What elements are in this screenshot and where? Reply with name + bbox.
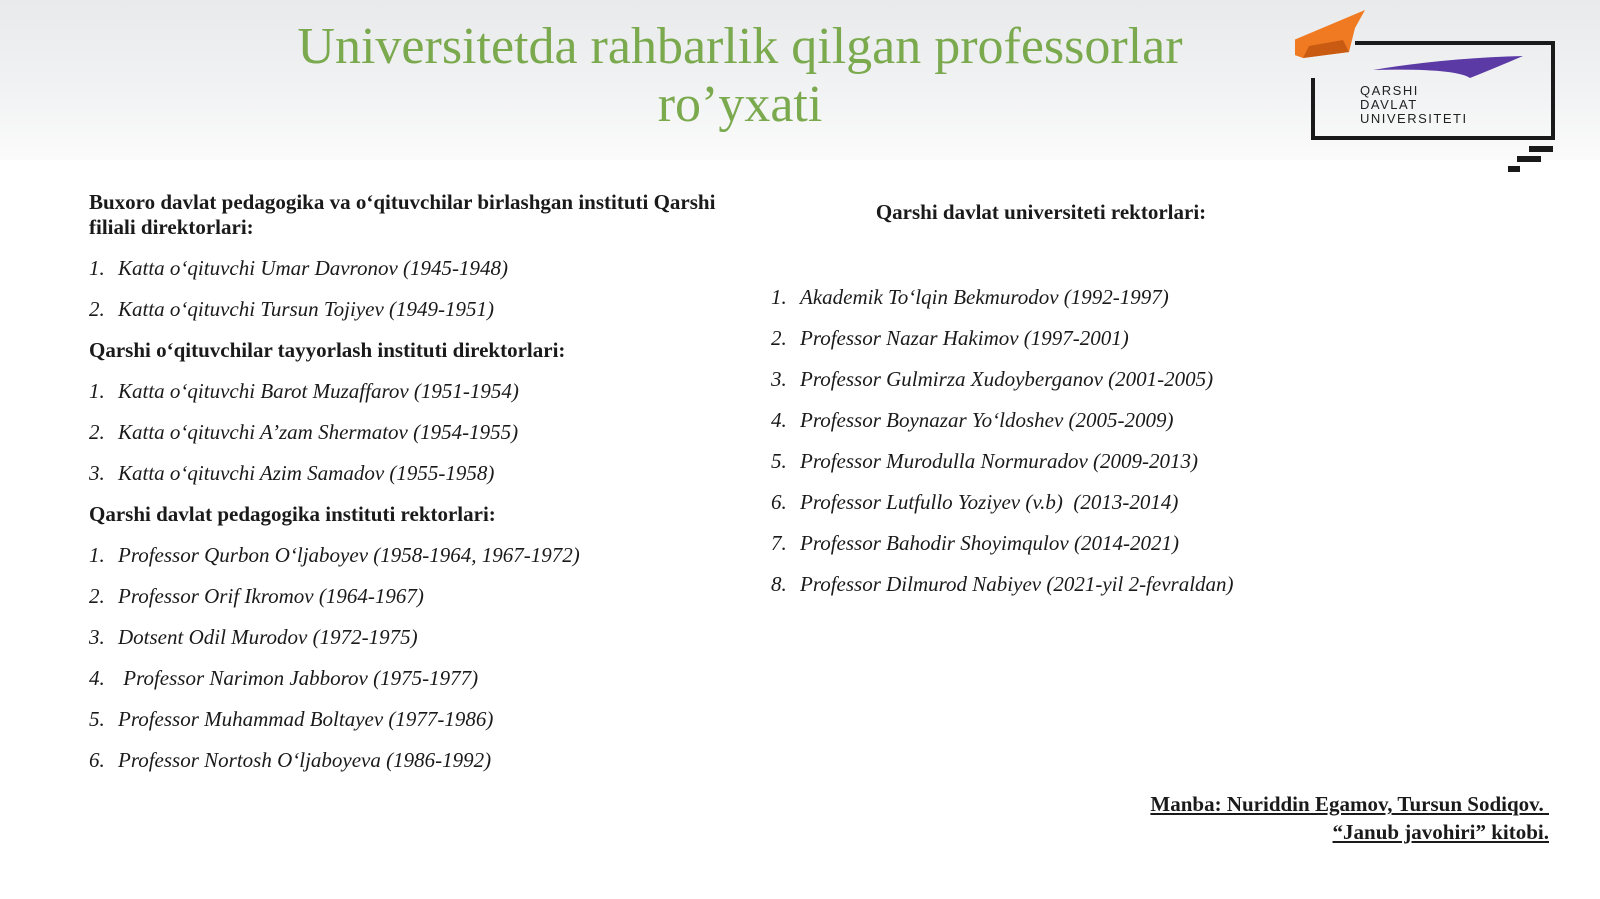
list-item-number: 7.: [771, 531, 787, 555]
section-heading-tayyorlash: Qarshi o‘qituvchilar tayyorlash instituti direktorlari:: [89, 338, 566, 362]
list-item-number: 3.: [89, 625, 105, 649]
list-item-text: Akademik To‘lqin Bekmurodov (1992-1997): [800, 285, 1169, 309]
list-item-number: 2.: [771, 326, 787, 350]
list-item-number: 4.: [771, 408, 787, 432]
list-item: [771, 408, 1391, 433]
list-item-text: Professor Gulmirza Xudoyberganov (2001-2005): [800, 367, 1214, 391]
list-item-text: Professor Nazar Hakimov (1997-2001): [800, 326, 1129, 350]
source-line1: Manba: Nuriddin Egamov, Tursun Sodiqov.: [1150, 792, 1549, 816]
section-heading-rektorlar: Qarshi davlat universiteti rektorlari:: [875, 200, 1207, 224]
list-item-text: Katta o‘qituvchi Barot Muzaffarov (1951-1954): [118, 379, 519, 403]
list-item-text: Dotsent Odil Murodov (1972-1975): [118, 625, 418, 649]
left-column: [89, 190, 739, 773]
list-item: [89, 461, 739, 486]
list-item-number: 1.: [89, 543, 105, 567]
list-item-text: Professor Boynazar Yo‘ldoshev (2005-2009): [800, 408, 1174, 432]
list-item-text: Professor Qurbon O‘ljaboyev (1958-1964, 1967-1972): [118, 543, 580, 567]
university-logo: [1295, 8, 1595, 180]
page-title-line1: Universitetda rahbarlik qilgan professorlar: [297, 18, 1183, 75]
list-item: [89, 297, 739, 322]
list-item-text: Professor Bahodir Shoyimqulov (2014-2021): [800, 531, 1179, 555]
list-item: [89, 707, 739, 732]
list-item: [771, 326, 1391, 351]
logo-text-line3: UNIVERSITETI: [1360, 111, 1468, 126]
list-item-number: 5.: [771, 449, 787, 473]
list-item-text: Professor Muhammad Boltayev (1977-1986): [118, 707, 494, 731]
list-item-text: Professor Orif Ikromov (1964-1967): [118, 584, 424, 608]
list-item-number: 6.: [89, 748, 105, 772]
list-item-text: Professor Dilmurod Nabiyev (2021-yil 2-fevraldan): [800, 572, 1234, 596]
list-rektorlar: [771, 285, 1391, 597]
logo-text-line1: QARSHI: [1360, 83, 1419, 98]
list-tayyorlash: [89, 379, 739, 486]
page-title-line2: ro’yxati: [657, 76, 823, 133]
logo-text-line2: DAVLAT: [1360, 97, 1418, 112]
list-item-text: Katta o‘qituvchi Tursun Tojiyev (1949-1951): [118, 297, 495, 321]
list-item: [89, 748, 739, 773]
list-item-text: Katta o‘qituvchi A’zam Shermatov (1954-1955): [118, 420, 519, 444]
list-item-number: 8.: [771, 572, 787, 596]
list-item-text: Katta o‘qituvchi Azim Samadov (1955-1958): [118, 461, 495, 485]
logo-text: [1360, 84, 1468, 126]
list-item-number: 1.: [89, 256, 105, 280]
list-item: [89, 420, 739, 445]
list-item: [771, 490, 1391, 515]
list-item-text: Professor Murodulla Normuradov (2009-2013): [800, 449, 1199, 473]
section-heading-buxoro: Buxoro davlat pedagogika va o‘qituvchilar birlashgan instituti Qarshi filiali direktorlari:: [89, 190, 716, 239]
list-item: [89, 379, 739, 404]
list-item-number: 2.: [89, 420, 105, 444]
list-item-number: 3.: [89, 461, 105, 485]
right-column: [771, 200, 1391, 597]
list-item-number: 5.: [89, 707, 105, 731]
list-pedagogika: [89, 543, 739, 773]
list-item-text: Professor Nortosh O‘ljaboyeva (1986-1992): [118, 748, 492, 772]
source-citation: [1150, 790, 1549, 846]
list-item-number: 1.: [771, 285, 787, 309]
page-title: [240, 18, 1240, 134]
list-item-text: Katta o‘qituvchi Umar Davronov (1945-1948): [118, 256, 508, 280]
list-item: [89, 625, 739, 650]
list-item: [89, 666, 739, 691]
list-item: [771, 572, 1391, 597]
list-item: [89, 584, 739, 609]
list-item: [771, 531, 1391, 556]
list-item: [771, 367, 1391, 392]
list-item-number: 2.: [89, 297, 105, 321]
list-item: [771, 449, 1391, 474]
list-item-number: 1.: [89, 379, 105, 403]
list-item-number: 3.: [771, 367, 787, 391]
list-item: [89, 543, 739, 568]
section-heading-pedagogika: Qarshi davlat pedagogika instituti rektorlari:: [89, 502, 496, 526]
list-item-number: 6.: [771, 490, 787, 514]
list-buxoro: [89, 256, 739, 322]
list-item-text: Professor Lutfullo Yoziyev (v.b) (2013-2014): [800, 490, 1179, 514]
list-item: [89, 256, 739, 281]
list-item-number: 2.: [89, 584, 105, 608]
list-item: [771, 285, 1391, 310]
source-line2: “Janub javohiri” kitobi.: [1332, 820, 1549, 844]
list-item-number: 4.: [89, 666, 105, 690]
list-item-text: Professor Narimon Jabborov (1975-1977): [118, 666, 479, 690]
